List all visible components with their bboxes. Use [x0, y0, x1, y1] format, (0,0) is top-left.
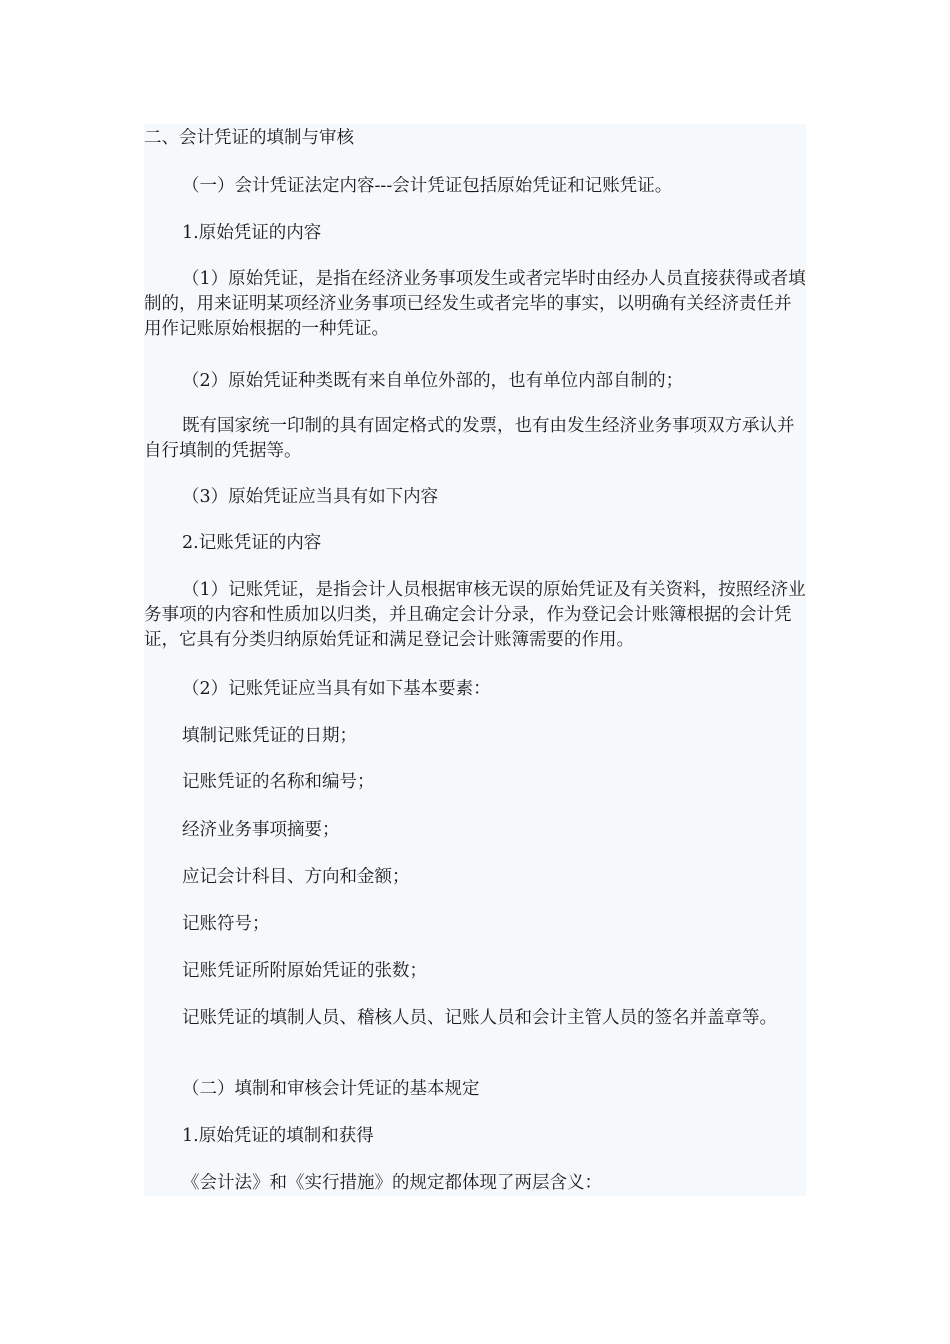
list-item: 填制记账凭证的日期；	[182, 726, 357, 746]
paragraph: （二）填制和审核会计凭证的基本规定	[182, 1079, 480, 1099]
paragraph: 2.记账凭证的内容	[182, 533, 322, 553]
list-item: 经济业务事项摘要；	[182, 820, 340, 840]
paragraph: 既有国家统一印制的具有固定格式的发票，也有由发生经济业务事项双方承认并自行填制的凭据等。	[144, 416, 795, 461]
paragraph: （3）原始凭证应当具有如下内容	[182, 487, 439, 507]
paragraph: 《会计法》和《实行措施》的规定都体现了两层含义：	[182, 1173, 602, 1193]
paragraph: （2）记账凭证应当具有如下基本要素：	[182, 679, 491, 699]
paragraph: 1.原始凭证的内容	[182, 223, 322, 243]
paragraph: （2）原始凭证种类既有来自单位外部的，也有单位内部自制的；	[182, 371, 684, 391]
list-item: 记账凭证所附原始凭证的张数；	[182, 961, 427, 981]
document-body	[144, 124, 806, 1196]
paragraph: （1）原始凭证，是指在经济业务事项发生或者完毕时由经办人员直接获得或者填制的，用来证明某项经济业务事项已经发生或者完毕的事实，以明确有关经济责任并用作记账原始根据的一种凭证。	[144, 269, 806, 339]
paragraph: 1.原始凭证的填制和获得	[182, 1126, 374, 1146]
section-heading: 二、会计凭证的填制与审核	[144, 128, 354, 148]
list-item: 记账凭证的填制人员、稽核人员、记账人员和会计主管人员的签名并盖章等。	[182, 1008, 777, 1028]
paragraph: （1）记账凭证，是指会计人员根据审核无误的原始凭证及有关资料，按照经济业务事项的内容和性质加以归类，并且确定会计分录，作为登记会计账簿根据的会计凭证，它具有分类归纳原始凭证和满足登记会计账簿需要的作用。	[144, 580, 806, 650]
list-item: 记账符号；	[182, 914, 270, 934]
list-item: 记账凭证的名称和编号；	[182, 772, 375, 792]
list-item: 应记会计科目、方向和金额；	[182, 867, 410, 887]
paragraph: （一）会计凭证法定内容---会计凭证包括原始凭证和记账凭证。	[182, 176, 673, 196]
